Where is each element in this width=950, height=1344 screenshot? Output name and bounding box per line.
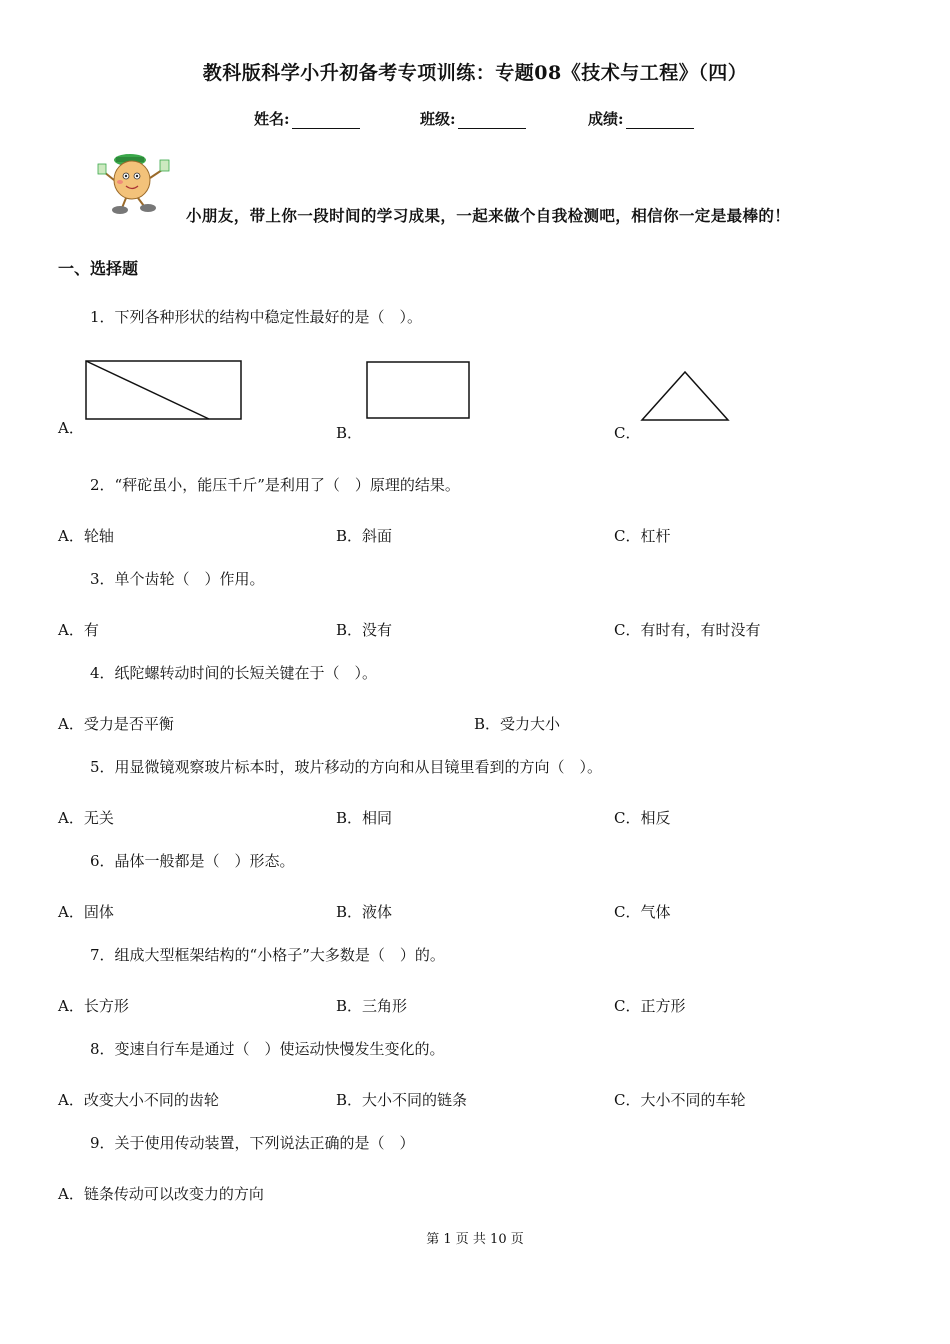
q8-option-a[interactable]: A．改变大小不同的齿轮 [58,1091,219,1109]
q6-option-c[interactable]: C．气体 [614,903,671,921]
page-title: 教科版科学小升初备考专项训练：专题08《技术与工程》（四） [202,62,748,84]
q8-option-c[interactable]: C．大小不同的车轮 [614,1091,746,1109]
name-field[interactable] [254,108,360,129]
q3-option-c[interactable]: C．有时有，有时没有 [614,621,761,639]
section-title: 一、选择题 [58,259,139,278]
q1-option-a[interactable]: A． [58,419,84,437]
q2-option-b[interactable]: B．斜面 [336,527,393,545]
q8-option-b[interactable]: B．大小不同的链条 [336,1091,468,1109]
q5-option-a[interactable]: A．无关 [58,809,114,827]
mascot-icon [96,148,174,216]
question-1: 1．下列各种形状的结构中稳定性最好的是（ ）。 [90,308,423,326]
question-3: 3．单个齿轮（ ）作用。 [90,570,265,588]
q1-option-b[interactable]: B． [336,424,363,442]
q7-option-c[interactable]: C．正方形 [614,997,686,1015]
class-field[interactable] [420,108,526,129]
greeting-text: 小朋友，带上你一段时间的学习成果，一起来做个自我检测吧，相信你一定是最棒的！ [186,206,791,225]
class-label: 班级: [420,110,456,128]
triangle-figure [638,368,732,424]
question-5: 5．用显微镜观察玻片标本时，玻片移动的方向和从目镜里看到的方向（ ）。 [90,758,603,776]
q9-option-a[interactable]: A．链条传动可以改变力的方向 [58,1185,264,1203]
question-2: 2．“秤砣虽小，能压千斤”是利用了（ ）原理的结果。 [90,476,460,494]
q4-option-a[interactable]: A．受力是否平衡 [58,715,174,733]
name-blank[interactable] [292,114,360,129]
rectangle-figure [364,358,472,422]
q5-option-c[interactable]: C．相反 [614,809,671,827]
q6-option-b[interactable]: B．液体 [336,903,393,921]
q3-option-a[interactable]: A．有 [58,621,99,639]
q7-option-a[interactable]: A．长方形 [58,997,129,1015]
question-7: 7．组成大型框架结构的“小格子”大多数是（ ）的。 [90,946,445,964]
question-9: 9．关于使用传动装置，下列说法正确的是（ ） [90,1134,415,1152]
class-blank[interactable] [458,114,526,129]
name-label: 姓名: [254,110,290,128]
score-label: 成绩: [588,110,624,128]
q7-option-b[interactable]: B．三角形 [336,997,408,1015]
q5-option-b[interactable]: B．相同 [336,809,393,827]
q4-option-b[interactable]: B．受力大小 [474,715,561,733]
score-field[interactable] [588,108,694,129]
question-6: 6．晶体一般都是（ ）形态。 [90,852,295,870]
page-footer: 第 1 页 共 10 页 [426,1232,524,1247]
q2-option-a[interactable]: A．轮轴 [58,527,114,545]
score-blank[interactable] [626,114,694,129]
question-8: 8．变速自行车是通过（ ）使运动快慢发生变化的。 [90,1040,445,1058]
q3-option-b[interactable]: B．没有 [336,621,393,639]
q6-option-a[interactable]: A．固体 [58,903,114,921]
rectangle-with-diagonal-figure [84,358,244,424]
question-4: 4．纸陀螺转动时间的长短关键在于（ ）。 [90,664,378,682]
q1-option-c[interactable]: C． [614,424,641,442]
q2-option-c[interactable]: C．杠杆 [614,527,671,545]
